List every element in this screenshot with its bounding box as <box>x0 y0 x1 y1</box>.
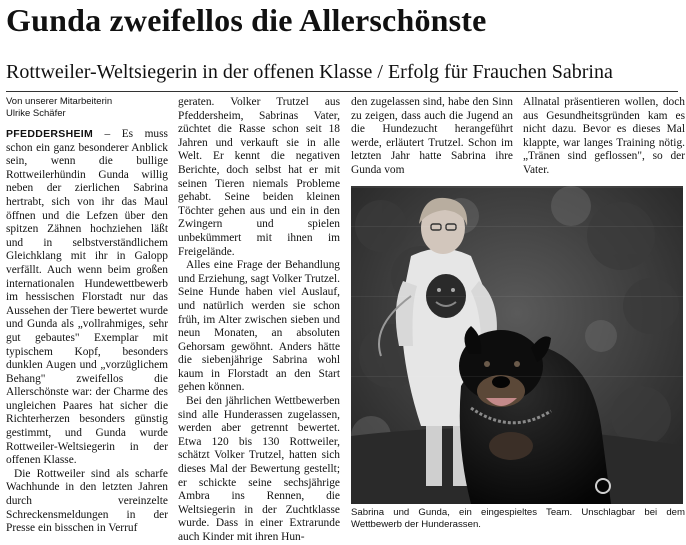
news-photo <box>351 186 683 504</box>
article-column-2 <box>178 96 340 545</box>
subheadline: Rottweiler-Weltsiegerin in der offenen Klasse / Erfolg für Frauchen Sabrina <box>6 61 613 83</box>
divider <box>6 91 678 92</box>
photo-caption: Sabrina und Gunda, ein eingespieltes Team. Unschlagbar bei dem Wettbewerb der Hunderassen. <box>351 507 685 531</box>
paragraph: den zugelassen sind, habe den Sinn zu zeigen, dass auch die Jugend an die Hundezucht herangeführt werde, erläutert Trutzel. Schon im letzten Jahr hatte Sabrina ihre Gunda vom <box>351 96 513 176</box>
paragraph: geraten. Volker Trutzel aus Pfeddersheim, Sabrinas Vater, züchtet die Rasse schon seit 18 Jahren und verkauft sie in alle Welt. Er kennt die negativen Berichte, doch selbst hat er mit seinen Tieren niemals Probleme gehabt. Seine beiden kleinen Töchter gehen aus und ein in den Zwingern und spielen unbekümmert mit ihnen im Freigelände. <box>178 96 340 258</box>
byline-line-2: Ulrike Schäfer <box>6 108 66 119</box>
article-column-1 <box>6 96 168 536</box>
dateline: PFEDDERSHEIM <box>6 128 94 140</box>
paragraph: Die Rottweiler sind als scharfe Wachhunde in den letzten Jahren durch vereinzelte Schreckensmeldungen in der Presse ein bisschen in Verruf <box>6 467 168 535</box>
article-column-3 <box>351 96 513 178</box>
article-column-4 <box>523 96 685 178</box>
headline: Gunda zweifellos die Allerschönste <box>6 2 487 38</box>
paragraph: Bei den jährlichen Wettbewerben sind alle Hunderassen zugelassen, werden aber getrennt bewertet. Etwa 120 bis 130 Rottweiler, schätzt Volker Trutzel, hatten sich dieses Mal der Bewertung gestellt; er schickte seine sechsjährige Ambra ins Rennen, die Weltsiegerin in der Zuchtklasse wurde. Dass in einer Extrarunde auch Kinder mit ihren Hun- <box>178 395 340 543</box>
paragraph: Allnatal präsentieren wollen, doch aus Gesundheitsgründen kam es nicht dazu. Bevor es dieses Mal klappte, war langes Training nötig. „Tränen sind geflossen", so der Vater. <box>523 96 685 176</box>
byline <box>6 96 168 120</box>
paragraph: Alles eine Frage der Behandlung und Erziehung, sagt Volker Trutzel. Seine Hunde haben viel Auslauf, und natürlich werden sie schon früh, im Alter zwischen sieben und neun Monaten, an absoluten Gehorsam gewöhnt. Anders hätte die siebenjährige Sabrina wohl kaum in Florstadt an den Start gehen können. <box>178 259 340 394</box>
girl-with-rottweiler-illustration <box>351 186 683 504</box>
paragraph-text: – Es muss schon ein ganz besonderer Anblick sein, wenn die bullige Rottweilerhündin Gunda willig neben der zierlichen Sabrina hertrabt, sich von ihr das Maul öffnen und die Lefzen über den spitzen Zähnen hochziehen läßt und in selbstverständlichem Gleichklang mit ihr in Galopp verfällt. Auch wenn beim großen internationalen Hundewettbewerb im hessischen Florstadt nur das Aussehen der Tiere bewertet wurde und Gunda als „vollrahmiges, sehr gut gebautes" Exemplar mit typischem Kopf, besonders dunklen Augen und „vorzüglichem Behang" zweifellos die Allerschönste war: der Charme des ungleichen Paares hat sicher die Richterherzen besonders günstig gestimmt, und Gunda wurde Rottweiler-Weltsiegerin in der offenen Klasse. <box>6 128 168 467</box>
byline-line-1: Von unserer Mitarbeiterin <box>6 96 113 107</box>
paragraph <box>6 128 168 468</box>
